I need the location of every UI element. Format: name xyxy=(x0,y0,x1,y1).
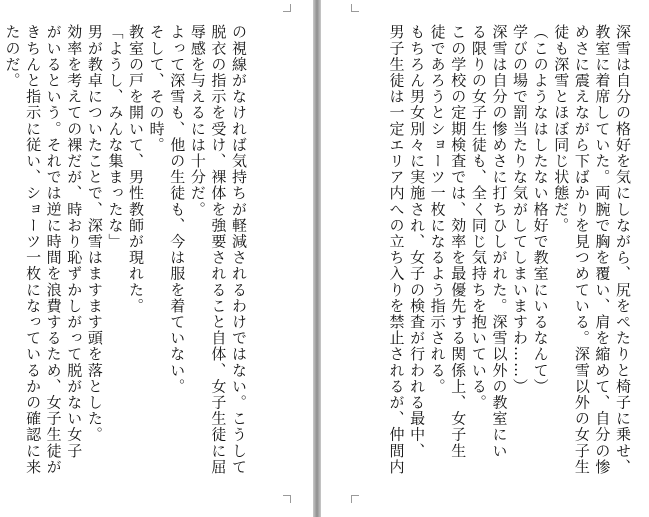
text-line: きちんと指示に従い、ショーツ一枚になっているかの確認に来 xyxy=(24,24,43,475)
text-line: 徒も深雪とほぼ同じ状態だ。 xyxy=(552,24,571,234)
text-line: 学びの場で罰当たりな気がしてしまいますわ……） xyxy=(511,24,530,395)
text-line: もちろん男女別々に実施され、女子の検査が行われる最中、 xyxy=(408,24,427,459)
text-line: よって深雪も、他の生徒も、今は服を着ていない。 xyxy=(168,24,187,395)
right-page-text xyxy=(386,24,633,494)
text-line: （このようなはしたない格好で教室にいるなんて） xyxy=(531,24,550,395)
text-line: る限りの女子生徒も、全く同じ気持ちを抱いている。 xyxy=(469,24,488,411)
margin-corner-mark xyxy=(351,4,359,12)
page-gutter xyxy=(313,0,321,517)
text-line: たのだ。 xyxy=(3,24,22,89)
text-line: 辱感を与えるには十分だ。 xyxy=(188,24,207,218)
text-line: がいるという。それでは逆に時間を浪費するため、女子生徒が xyxy=(44,24,63,475)
text-line: この学校の定期検査では、効率を最優先する関係上、女子生 xyxy=(449,24,468,459)
text-line: 「ようし、みんな集まったな」 xyxy=(106,24,125,250)
right-page xyxy=(321,0,649,517)
text-line: 教室に着席していた。両腕で胸を覆い、肩を縮めて、自分の惨 xyxy=(593,24,612,475)
text-line: の視線がなければ気持ちが軽減されるわけではない。こうして xyxy=(230,24,248,475)
text-line: 男が教卓についたことで、深雪はますます頭を落とした。 xyxy=(85,24,104,443)
left-page-text xyxy=(2,24,249,494)
margin-corner-mark xyxy=(351,495,359,503)
text-line: 深雪は自分の格好を気にしながら、尻をぺたりと椅子に乗せ、 xyxy=(614,24,632,475)
margin-corner-mark xyxy=(283,495,291,503)
text-line: 効率を考えての裸だが、時おり恥ずかしがって脱がない女子 xyxy=(65,24,84,459)
text-line: そして、その時。 xyxy=(147,24,166,153)
margin-corner-mark xyxy=(283,4,291,12)
text-line: 男子生徒は一定エリア内への立ち入りを禁止されるが、仲間内 xyxy=(387,24,406,475)
text-line: めさに震えながら下ばかりを見つめている。深雪以外の女子生 xyxy=(572,24,591,475)
left-page xyxy=(0,0,313,517)
text-line: 脱衣の指示を受け、裸体を強要されること自体、女子生徒に屈 xyxy=(209,24,228,475)
text-line: 教室の戸を開いて、男性教師が現れた。 xyxy=(127,24,146,314)
text-line: 深雪は自分の惨めさに打ちひしがれた。深雪以外の教室にい xyxy=(490,24,509,459)
text-line: 徒であろうとショーツ一枚になるよう指示される。 xyxy=(428,24,447,395)
